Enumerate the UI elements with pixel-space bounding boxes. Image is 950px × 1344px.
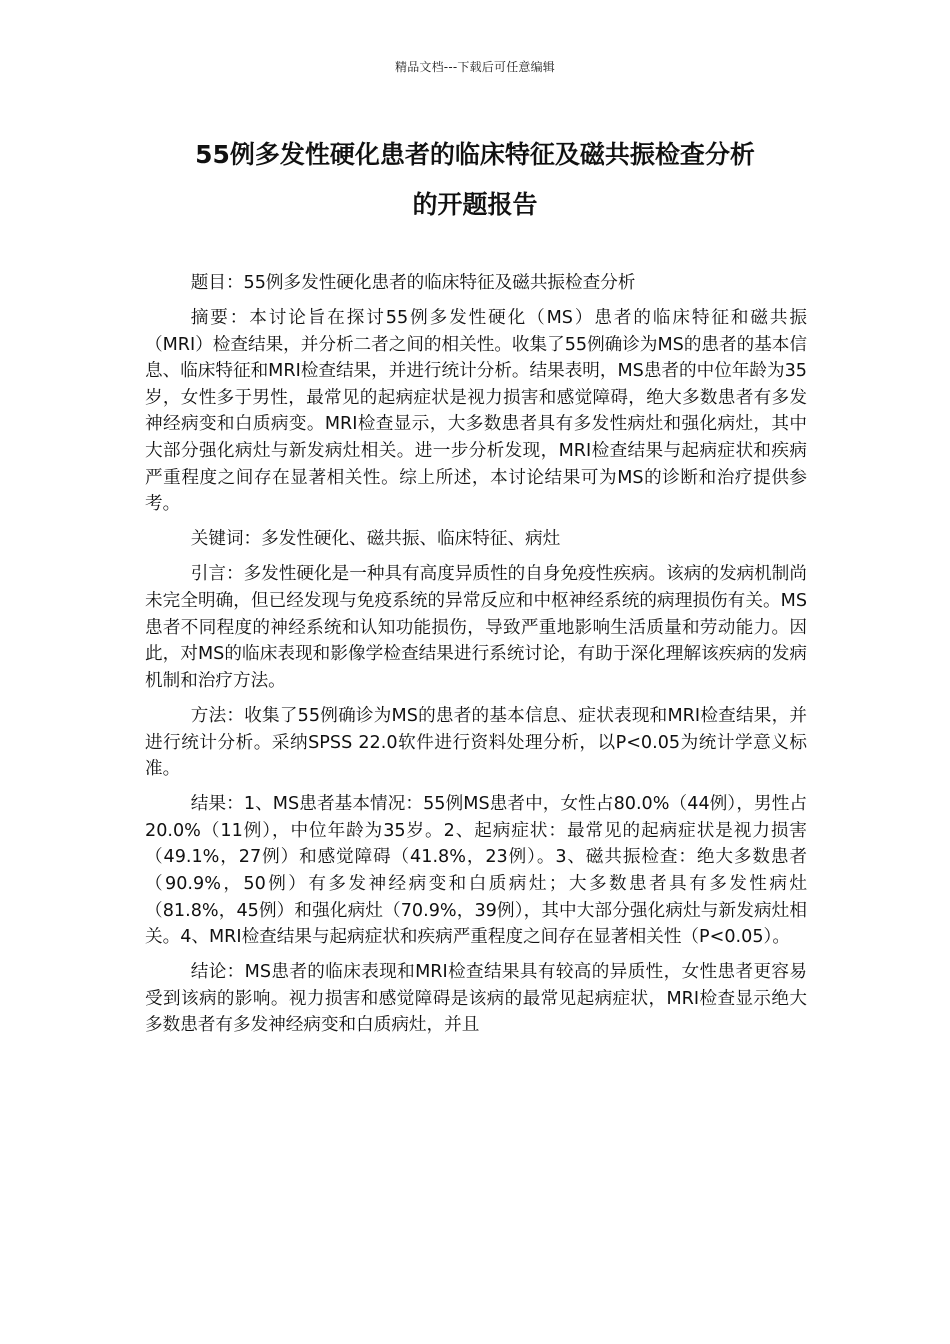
keywords-paragraph: 关键词：多发性硬化、磁共振、临床特征、病灶	[190, 529, 561, 550]
introduction-paragraph: 引言：多发性硬化是一种具有高度异质性的自身免疫性疾病。该病的发病机制尚未完全明确，但已经发现与免疫系统的异常反应和中枢神经系统的病理损伤有关。MS患者不同程度的神经系统和认知功能损伤，导致严重地影响生活质量和劳动能力。因此，对MS的临床表现和影像学检查结果进行系统讨论，有助于深化理解该疾病的发病机制和治疗方法。	[145, 564, 807, 691]
title-line-1: 55例多发性硬化患者的临床特征及磁共振检查分析	[195, 140, 755, 169]
title-line-2: 的开题报告	[412, 190, 538, 219]
methods-paragraph: 方法：收集了55例确诊为MS的患者的基本信息、症状表现和MRI检查结果，并进行统计分析。采纳SPSS 22.0软件进行资料处理分析，以P<0.05为统计学意义标准。	[145, 705, 807, 780]
topic-paragraph: 题目：55例多发性硬化患者的临床特征及磁共振检查分析	[190, 273, 636, 293]
document-title	[110, 130, 840, 230]
header-note: 精品文档---下载后可任意编辑	[395, 60, 555, 74]
abstract-paragraph: 摘要：本讨论旨在探讨55例多发性硬化（MS）患者的临床特征和磁共振（MRI）检查结果，并分析二者之间的相关性。收集了55例确诊为MS的患者的基本信息、临床特征和MRI检查结果，并进行统计分析。结果表明，MS患者的中位年龄为35岁，女性多于男性，最常见的起病症状是视力损害和感觉障碍，绝大多数患者有多发神经病变和白质病变。MRI检查显示，大多数患者具有多发性病灶和强化病灶，其中大部分强化病灶与新发病灶相关。进一步分析发现，MRI检查结果与起病症状和疾病严重程度之间存在显著相关性。综上所述，本讨论结果可为MS的诊断和治疗提供参考。	[145, 308, 807, 515]
results-paragraph: 结果：1、MS患者基本情况：55例MS患者中，女性占80.0%（44例），男性占20.0%（11例），中位年龄为35岁。2、起病症状：最常见的起病症状是视力损害（49.1%，27例）和感觉障碍（41.8%，23例）。3、磁共振检查：绝大多数患者（90.9%，50例）有多发神经病变和白质病灶；大多数患者具有多发性病灶（81.8%，45例）和强化病灶（70.9%，39例），其中大部分强化病灶与新发病灶相关。4、MRI检查结果与起病症状和疾病严重程度之间存在显著相关性（P<0.05）。	[145, 794, 807, 948]
document-body	[145, 270, 807, 1048]
conclusion-paragraph: 结论：MS患者的临床表现和MRI检查结果具有较高的异质性，女性患者更容易受到该病的影响。视力损害和感觉障碍是该病的最常见起病症状，MRI检查显示绝大多数患者有多发神经病变和白质病灶，并且	[145, 962, 807, 1036]
